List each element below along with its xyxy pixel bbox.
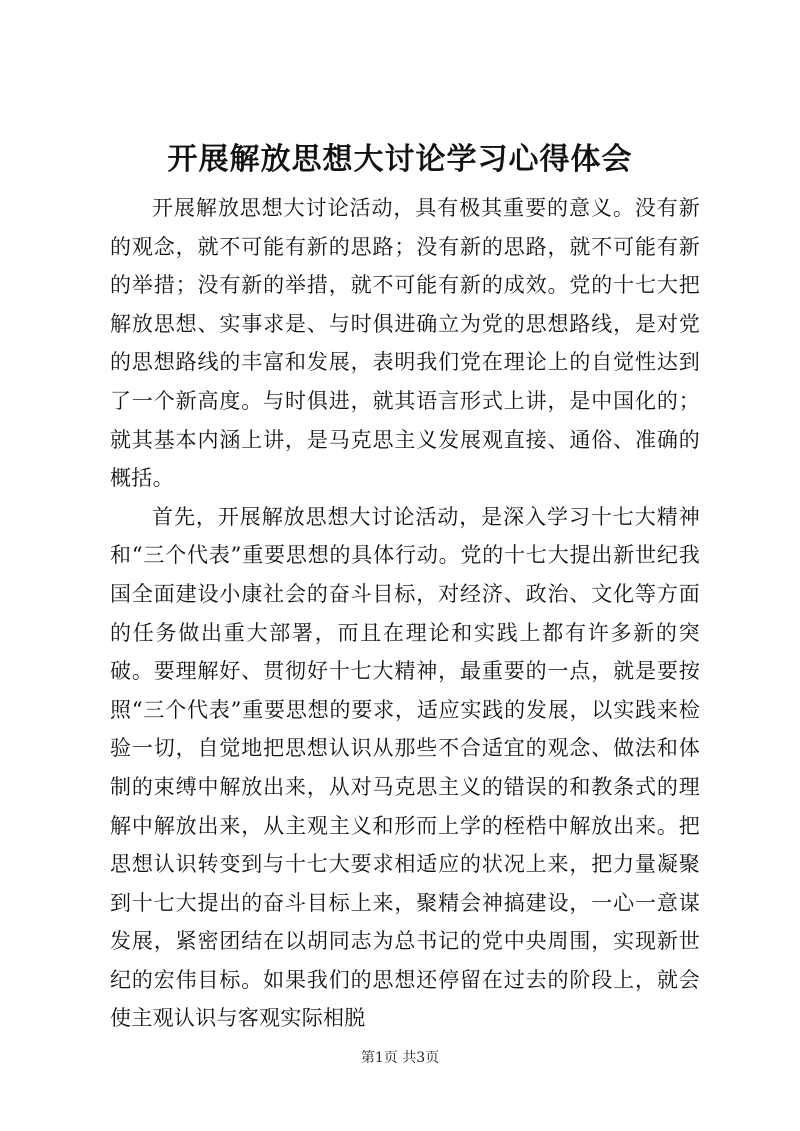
paragraph-2: 首先，开展解放思想大讨论活动，是深入学习十七大精神和“三个代表”重要思想的具体行动。党的十七大提出新世纪我国全面建设小康社会的奋斗目标，对经济、政治、文化等方面的任务做出重大部署，而且在理论和实践上都有许多新的突破。要理解好、贯彻好十七大精神，最重要的一点，就是要按照“三个代表”重要思想的要求，适应实践的发展，以实践来检验一切，自觉地把思想认识从那些不合适宜的观念、做法和体制的束缚中解放出来，从对马克思主义的错误的和教条式的理解中解放出来，从主观主义和形而上学的桎梏中解放出来。把思想认识转变到与十七大要求相适应的状况上来，把力量凝聚到十七大提出的奋斗目标上来，聚精会神搞建设，一心一意谋发展，紧密团结在以胡同志为总书记的党中央周围，实现新世纪的宏伟目标。如果我们的思想还停留在过去的阶段上，就会使主观认识与客观实际相脱 xyxy=(110,504,700,1031)
document-title: 开展解放思想大讨论学习心得体会 xyxy=(167,142,633,177)
page-number-footer: 第1页 共3页 xyxy=(360,1050,440,1066)
document-body xyxy=(110,189,700,1038)
paragraph-1: 开展解放思想大讨论活动，具有极其重要的意义。没有新的观念，就不可能有新的思路；没有新的思路，就不可能有新的举措；没有新的举措，就不可能有新的成效。党的十七大把解放思想、实事求是、与时俱进确立为党的思想路线，是对党的思想路线的丰富和发展，表明我们党在理论上的自觉性达到了一个新高度。与时俱进，就其语言形式上讲，是中国化的；就其基本内涵上讲，是马克思主义发展观直接、通俗、准确的概括。 xyxy=(110,196,700,491)
